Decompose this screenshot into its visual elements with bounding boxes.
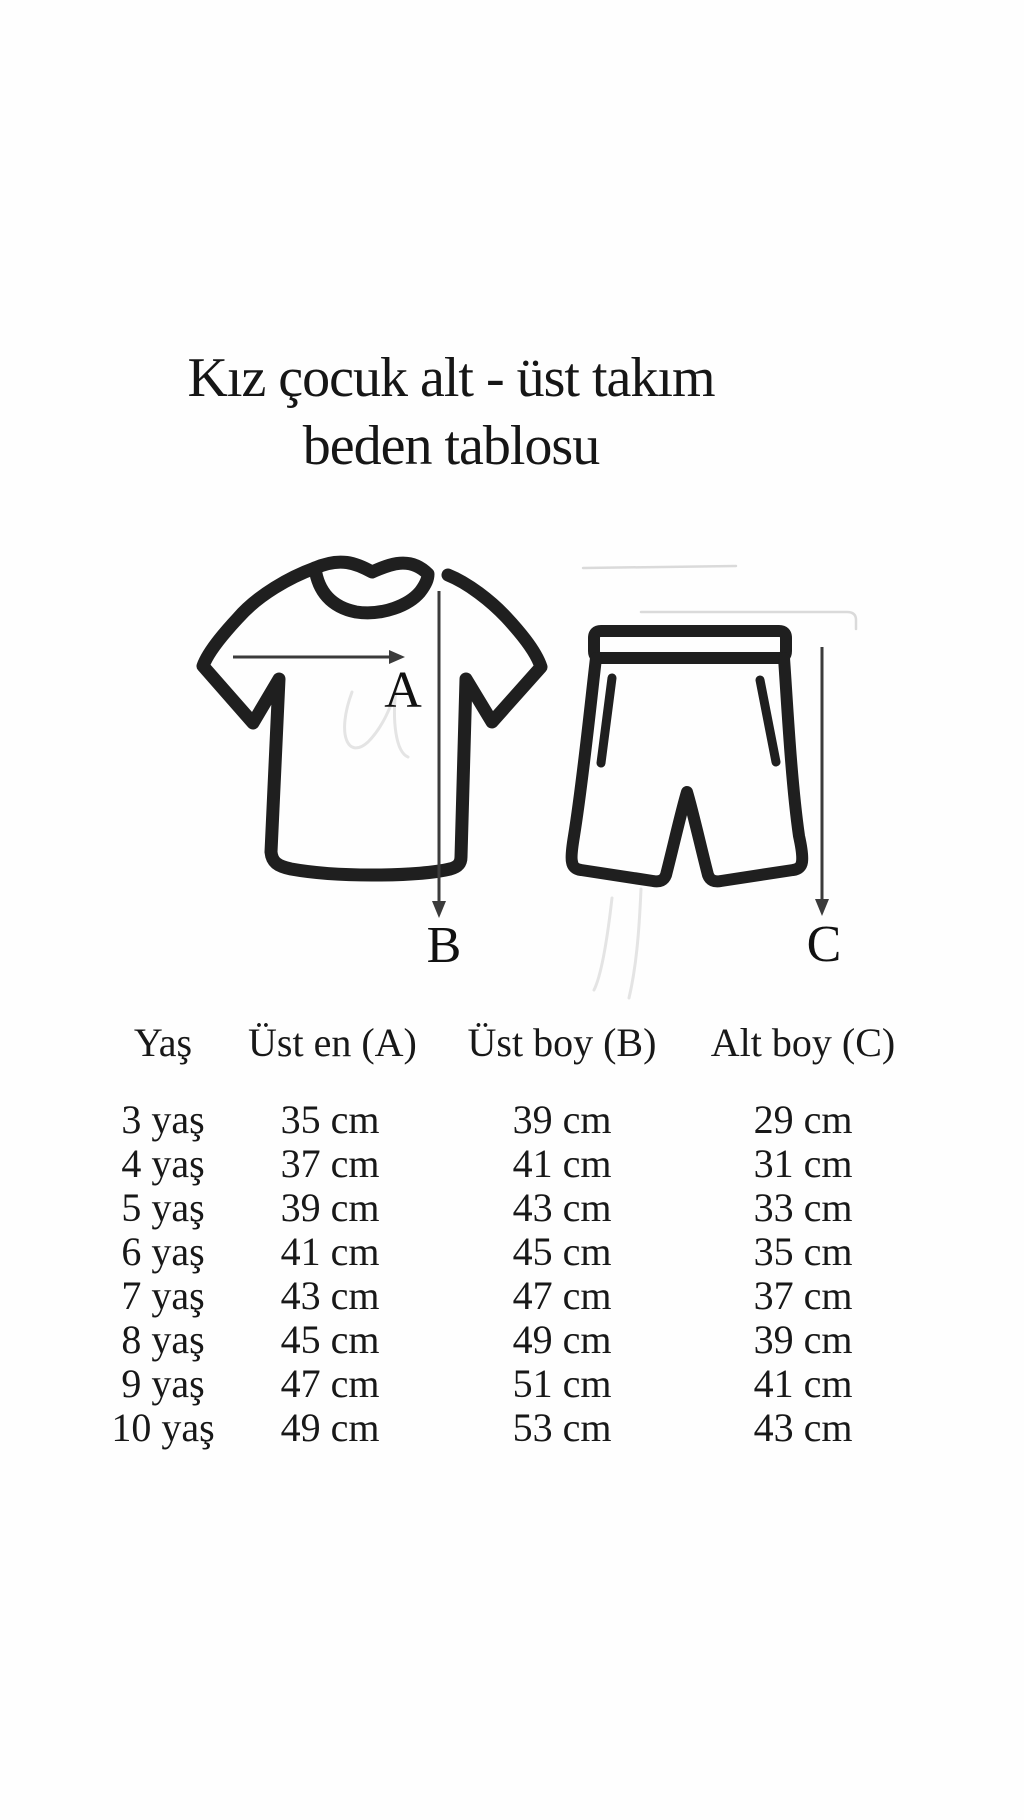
column-header: Üst en (A) — [248, 1020, 417, 1065]
table-cell: 7 yaş — [121, 1273, 205, 1318]
measure-arrow-a — [233, 650, 405, 664]
measure-label-b: B — [426, 917, 462, 974]
table-cell: 39 cm — [280, 1185, 380, 1230]
table-cell: 41 cm — [512, 1141, 612, 1186]
watermark-ghost-stroke — [629, 889, 641, 998]
table-cell: 37 cm — [753, 1273, 853, 1318]
table-cell: 31 cm — [753, 1141, 853, 1186]
table-cell: 43 cm — [512, 1185, 612, 1230]
column-header: Alt boy (C) — [710, 1020, 896, 1065]
faint-line — [583, 566, 736, 568]
table-cell: 49 cm — [280, 1405, 380, 1450]
shorts-waistband-path — [594, 631, 786, 658]
table-cell: 37 cm — [280, 1141, 380, 1186]
table-cell: 6 yaş — [121, 1229, 205, 1274]
table-cell: 47 cm — [280, 1361, 380, 1406]
table-cell: 39 cm — [753, 1317, 853, 1362]
table-cell: 39 cm — [512, 1097, 612, 1142]
tshirt-collar-path — [315, 562, 428, 613]
table-cell: 29 cm — [753, 1097, 853, 1142]
measure-label-c: C — [806, 916, 842, 973]
shorts-left-pocket-path — [601, 678, 612, 763]
measure-label-a: A — [384, 662, 422, 719]
table-column-top-length — [452, 1022, 672, 1450]
table-cell: 35 cm — [753, 1229, 853, 1274]
column-header: Üst boy (B) — [467, 1020, 657, 1065]
tshirt-outline-icon — [203, 562, 541, 875]
table-cell: 5 yaş — [121, 1185, 205, 1230]
arrow-c-head-icon — [815, 899, 829, 916]
table-cell: 41 cm — [753, 1361, 853, 1406]
table-cell: 33 cm — [753, 1185, 853, 1230]
table-column-age — [78, 1022, 248, 1450]
table-column-top-width — [248, 1020, 417, 1450]
table-cell: 10 yaş — [111, 1405, 215, 1450]
title-line-1: Kız çocuk alt - üst takım — [187, 347, 715, 409]
watermark-ghost-stroke — [594, 898, 612, 990]
shorts-right-pocket-path — [760, 680, 776, 762]
table-cell: 41 cm — [280, 1229, 380, 1274]
table-cell: 3 yaş — [121, 1097, 205, 1142]
table-cell: 35 cm — [280, 1097, 380, 1142]
column-header: Yaş — [133, 1020, 193, 1065]
table-cell: 53 cm — [512, 1405, 612, 1450]
table-cell: 49 cm — [512, 1317, 612, 1362]
watermark-ghost — [345, 688, 641, 998]
table-cell: 47 cm — [512, 1273, 612, 1318]
table-cell: 8 yaş — [121, 1317, 205, 1362]
shorts-outline-icon — [572, 631, 803, 881]
arrow-b-head-icon — [432, 901, 446, 918]
faint-artifact-lines — [583, 566, 856, 629]
table-column-bottom-length — [688, 1022, 918, 1450]
table-cell: 9 yaş — [121, 1361, 205, 1406]
measure-arrow-c — [815, 647, 829, 916]
table-cell: 4 yaş — [121, 1141, 205, 1186]
table-cell: 43 cm — [280, 1273, 380, 1318]
table-cell: 45 cm — [280, 1317, 380, 1362]
table-cell: 43 cm — [753, 1405, 853, 1450]
table-cell: 51 cm — [512, 1361, 612, 1406]
table-cell: 45 cm — [512, 1229, 612, 1274]
title-line-2: beden tablosu — [302, 415, 600, 477]
